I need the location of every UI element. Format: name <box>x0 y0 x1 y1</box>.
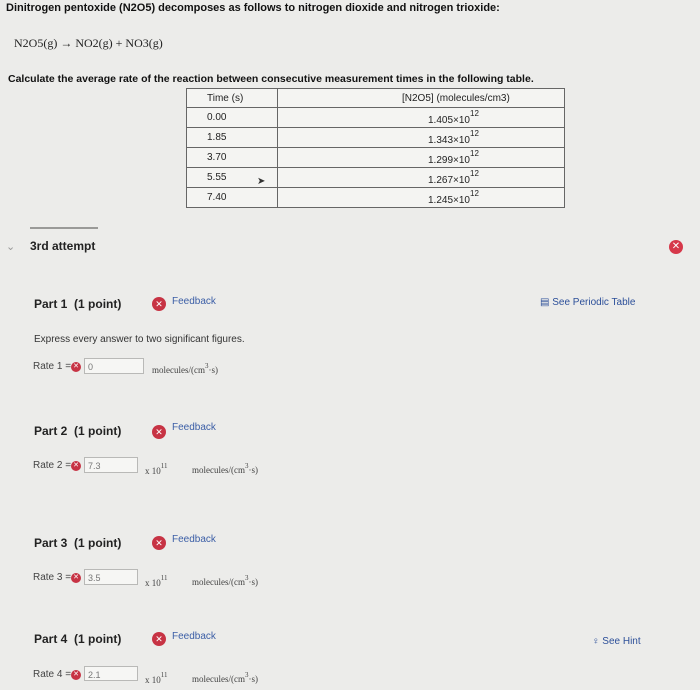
rate-3-label: Rate 3 = <box>33 572 72 583</box>
problem-title: Dinitrogen pentoxide (N2O5) decomposes as follows to nitrogen dioxide and nitrogen trioxide: <box>6 2 500 14</box>
time-cell: 1.85 <box>187 128 278 148</box>
incorrect-icon: ✕ <box>71 461 81 471</box>
close-icon[interactable]: ✕ <box>669 240 683 254</box>
error-x-icon: ✕ <box>152 425 166 439</box>
table-row <box>187 108 565 128</box>
part-2-feedback-link[interactable]: Feedback <box>172 422 216 433</box>
concentration-column-header: [N2O5] (molecules/cm3) <box>278 89 565 108</box>
rate-2-input[interactable]: 7.3 <box>84 457 138 473</box>
rate-3-input[interactable]: 3.5 <box>84 569 138 585</box>
rate-4-label: Rate 4 = <box>33 669 72 680</box>
rate-4-multiplier: x $10^{11}$ <box>145 671 168 685</box>
data-table <box>186 88 565 208</box>
rate-1-input[interactable]: 0 <box>84 358 144 374</box>
reaction-equation: N2O5(g) → NO2(g) + NO3(g) <box>14 36 163 50</box>
periodic-table-link[interactable]: ▤ See Periodic Table <box>540 297 636 308</box>
divider <box>30 227 98 229</box>
problem-question: Calculate the average rate of the reaction between consecutive measurement times in the following table. <box>8 73 534 85</box>
see-hint-link[interactable]: ♀ See Hint <box>592 636 641 647</box>
time-column-header: Time (s) <box>187 89 278 108</box>
part-4-feedback-link[interactable]: Feedback <box>172 631 216 642</box>
concentration-cell: $1.405\times 10^{12}$ <box>278 108 565 128</box>
time-cell: 0.00 <box>187 108 278 128</box>
table-row <box>187 188 565 208</box>
concentration-cell: $1.245\times 10^{12}$ <box>278 188 565 208</box>
part-1-feedback-link[interactable]: Feedback <box>172 296 216 307</box>
rate-2-label: Rate 2 = <box>33 460 72 471</box>
table-header-row <box>187 89 565 108</box>
attempt-label[interactable]: 3rd attempt <box>30 239 96 253</box>
rate-4-unit: molecules/$(cm^3\cdot s)$ <box>192 671 258 684</box>
concentration-cell: $1.343\times 10^{12}$ <box>278 128 565 148</box>
error-x-icon: ✕ <box>152 297 166 311</box>
part-3-title: Part 3 (1 point) <box>34 536 122 550</box>
part-3-feedback-link[interactable]: Feedback <box>172 534 216 545</box>
part-2-title: Part 2 (1 point) <box>34 424 122 438</box>
chevron-down-icon[interactable]: ⌄ <box>6 241 16 253</box>
error-x-icon: ✕ <box>152 632 166 646</box>
rate-4-input[interactable]: 2.1 <box>84 666 138 681</box>
time-cell: 7.40 <box>187 188 278 208</box>
lightbulb-icon: ♀ <box>592 636 600 647</box>
rate-2-unit: molecules/$(cm^3\cdot s)$ <box>192 462 258 475</box>
table-row <box>187 148 565 168</box>
rate-3-unit: molecules/$(cm^3\cdot s)$ <box>192 574 258 587</box>
concentration-cell: $1.267\times 10^{12}$ <box>278 168 565 188</box>
mouse-cursor-icon: ➤ <box>257 176 266 187</box>
rate-3-multiplier: x $10^{11}$ <box>145 574 168 588</box>
rate-1-unit: molecules/$(cm^3\cdot s)$ <box>152 362 218 375</box>
instruction-text: Express every answer to two significant figures. <box>34 334 245 345</box>
rate-1-label: Rate 1 = <box>33 361 72 372</box>
incorrect-icon: ✕ <box>71 573 81 583</box>
time-cell: 3.70 <box>187 148 278 168</box>
table-row <box>187 168 565 188</box>
incorrect-icon: ✕ <box>71 670 81 680</box>
rate-2-multiplier: x $10^{11}$ <box>145 462 168 476</box>
incorrect-icon: ✕ <box>71 362 81 372</box>
periodic-table-icon: ▤ <box>540 297 550 308</box>
error-x-icon: ✕ <box>152 536 166 550</box>
part-4-title: Part 4 (1 point) <box>34 632 122 646</box>
concentration-cell: $1.299\times 10^{12}$ <box>278 148 565 168</box>
table-row <box>187 128 565 148</box>
part-1-title: Part 1 (1 point) <box>34 297 122 311</box>
time-cell: 5.55 <box>187 168 278 188</box>
